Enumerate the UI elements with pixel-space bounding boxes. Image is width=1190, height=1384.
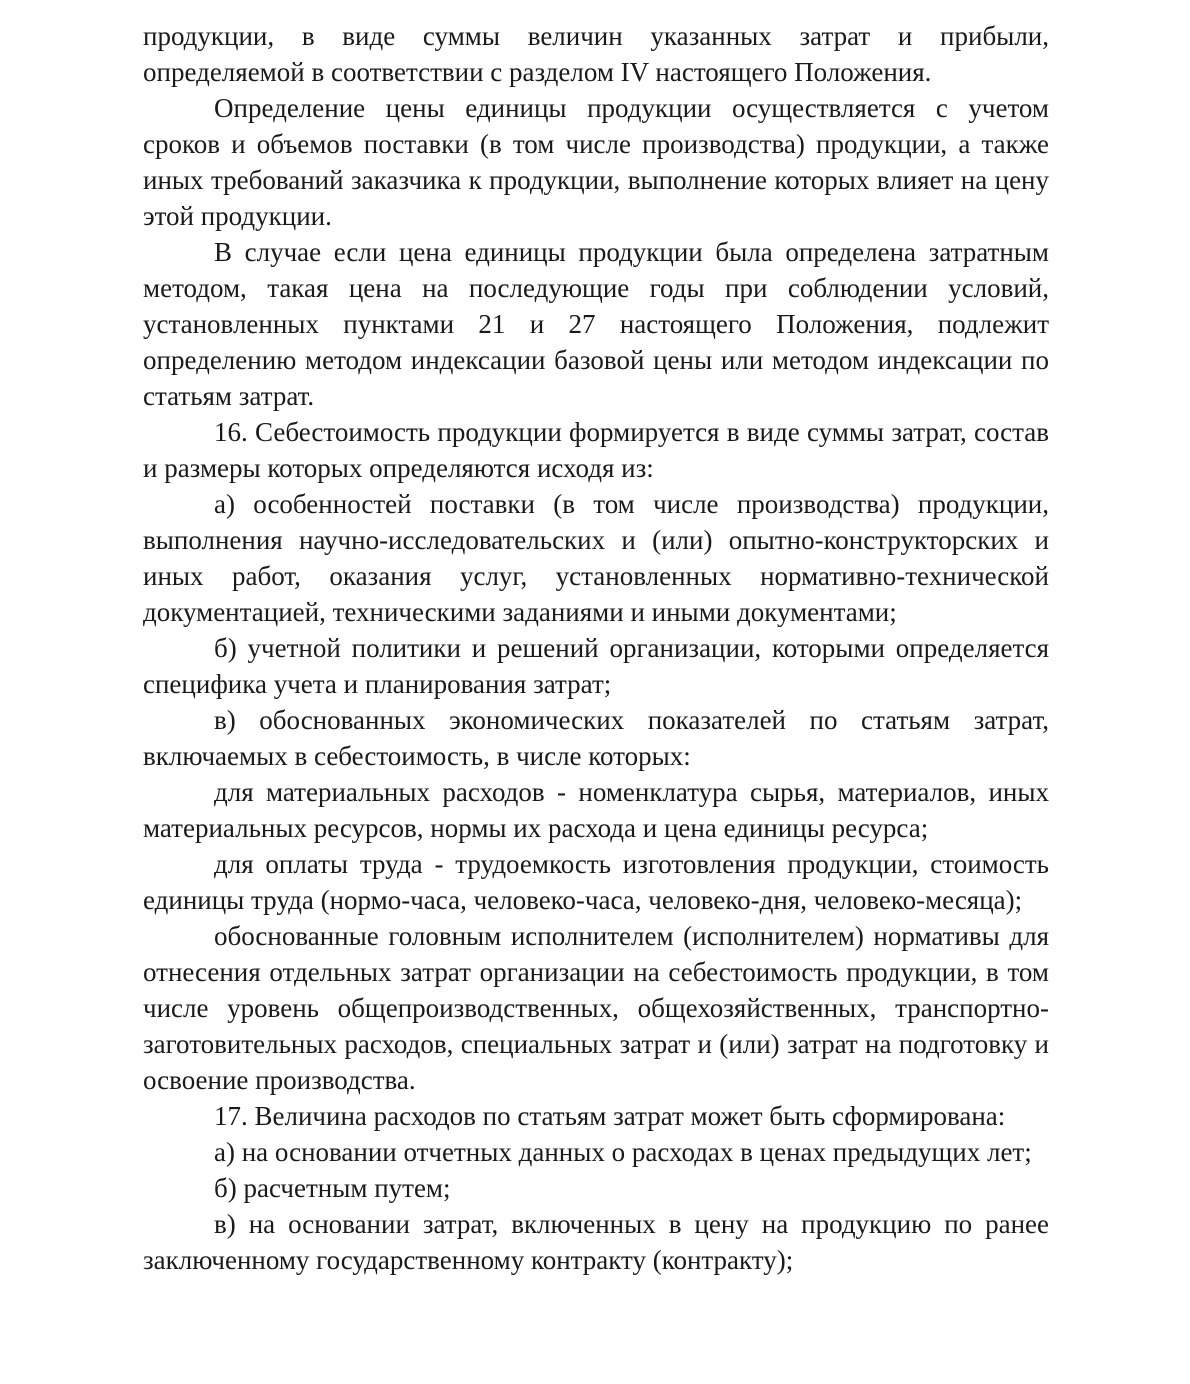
paragraph-item-16-v: в) обоснованных экономических показателей по статьям затрат, включаемых в себестоимость, в числе которых:: [143, 705, 1049, 771]
paragraph-item-16-a: а) особенностей поставки (в том числе производства) продукции, выполнения научно-исследовательских и (или) опытно-конструкторских и иных работ, оказания услуг, установленных нормативно-технической документацией, техническими заданиями и иными документами;: [143, 489, 1049, 627]
paragraph-labor-costs: для оплаты труда - трудоемкость изготовления продукции, стоимость единицы труда (нормо-часа, человеко-часа, человеко-дня, человеко-месяца);: [143, 849, 1049, 915]
paragraph-item-17: 17. Величина расходов по статьям затрат может быть сформирована:: [214, 1101, 1006, 1131]
paragraph-item-17-b: б) расчетным путем;: [214, 1173, 451, 1203]
document-page: [143, 18, 1049, 1278]
paragraph-overhead-norms: обоснованные головным исполнителем (исполнителем) нормативы для отнесения отдельных затрат организации на себестоимость продукции, в том числе уровень общепроизводственных, общехозяйственных, транспортно-заготовительных расходов, специальных затрат и (или) затрат на подготовку и освоение производства.: [143, 921, 1049, 1095]
paragraph-cost-method-indexation: В случае если цена единицы продукции была определена затратным методом, такая цена на последующие годы при соблюдении условий, установленных пунктами 21 и 27 настоящего Положения, подлежит определению методом индексации базовой цены или методом индексации по статьям затрат.: [143, 237, 1049, 411]
paragraph-profit-definition: продукции, в виде суммы величин указанных затрат и прибыли, определяемой в соответствии с разделом IV настоящего Положения.: [143, 21, 1049, 87]
paragraph-item-17-v: в) на основании затрат, включенных в цену на продукцию по ранее заключенному государственному контракту (контракту);: [143, 1209, 1049, 1275]
paragraph-item-16-b: б) учетной политики и решений организации, которыми определяется специфика учета и планирования затрат;: [143, 633, 1049, 699]
paragraph-item-17-a: а) на основании отчетных данных о расходах в ценах предыдущих лет;: [214, 1137, 1032, 1167]
paragraph-material-costs: для материальных расходов - номенклатура сырья, материалов, иных материальных ресурсов, нормы их расхода и цена единицы ресурса;: [143, 777, 1049, 843]
paragraph-item-16: 16. Себестоимость продукции формируется в виде суммы затрат, состав и размеры которых определяются исходя из:: [143, 417, 1049, 483]
paragraph-unit-price-determination: Определение цены единицы продукции осуществляется с учетом сроков и объемов поставки (в том числе производства) продукции, а также иных требований заказчика к продукции, выполнение которых влияет на цену этой продукции.: [143, 93, 1049, 231]
